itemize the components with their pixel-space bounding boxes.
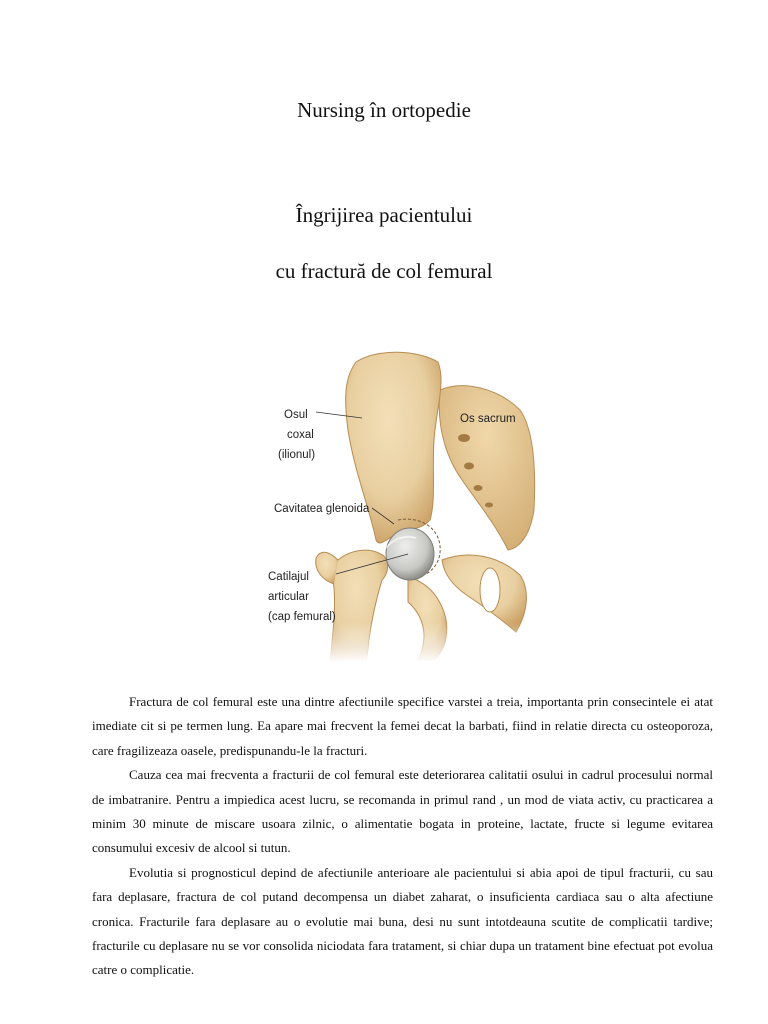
subtitle-line-1: Îngrijirea pacientului [295, 203, 473, 227]
label-cavitatea-glenoida: Cavitatea glenoida [274, 503, 370, 515]
label-articular: articular [268, 591, 309, 603]
label-coxal: coxal [287, 429, 314, 441]
label-os-sacrum: Os sacrum [460, 413, 516, 425]
label-cap-femural: (cap femural) [268, 611, 336, 623]
document-title: Nursing în ortopedie [297, 98, 471, 122]
paragraph-2: Cauza cea mai frecventa a fracturii de col femural este deteriorarea calitatii osului in cadrul procesului normal de imbatranire. Pentru a impiedica acest lucru, se recomanda in primul rand , un mod de viata activ, cu practicarea a minim 30 minute de miscare usoara zilnic, o alimentatie bogata in proteine, lactate, fructe si legume evitarea consumului excesiv de alcool si tutun. [92, 767, 713, 856]
body-text [92, 690, 713, 983]
sacrum-bone [439, 386, 534, 550]
hip-anatomy-illustration [258, 350, 536, 662]
paragraph-1: Fractura de col femural este una dintre afectiunile specifice varstei a treia, importanta prin consecintele ei atat imediate cit si pe termen lung. Ea apare mai frecvent la femei decat la barbati, fiind in relatie directa cu osteoporoza, care fragilizeaza oasele, predispunandu-le la fracturi. [92, 694, 713, 758]
label-catilajul: Catilajul [268, 571, 309, 583]
label-osul: Osul [284, 409, 308, 421]
label-ilionul: (ilionul) [278, 449, 316, 461]
subtitle-line-2: cu fractură de col femural [275, 259, 493, 283]
paragraph-3: Evolutia si prognosticul depind de afectiunile anterioare ale pacientului si abia apoi de tipul fracturii, cu sau fara deplasare, fractura de col putand decompensa un diabet zaharat, o insuficienta cardiaca sau o alta afectiune cronica. Fracturile fara deplasare au o evolutie mai buna, desi nu sunt intotdeauna scutite de complicatii tardive; fracturile cu deplasare nu se vor consolida niciodata fara tratament, si chiar dupa un tratament bine efectuat pot evolua catre o complicatie. [92, 864, 713, 978]
